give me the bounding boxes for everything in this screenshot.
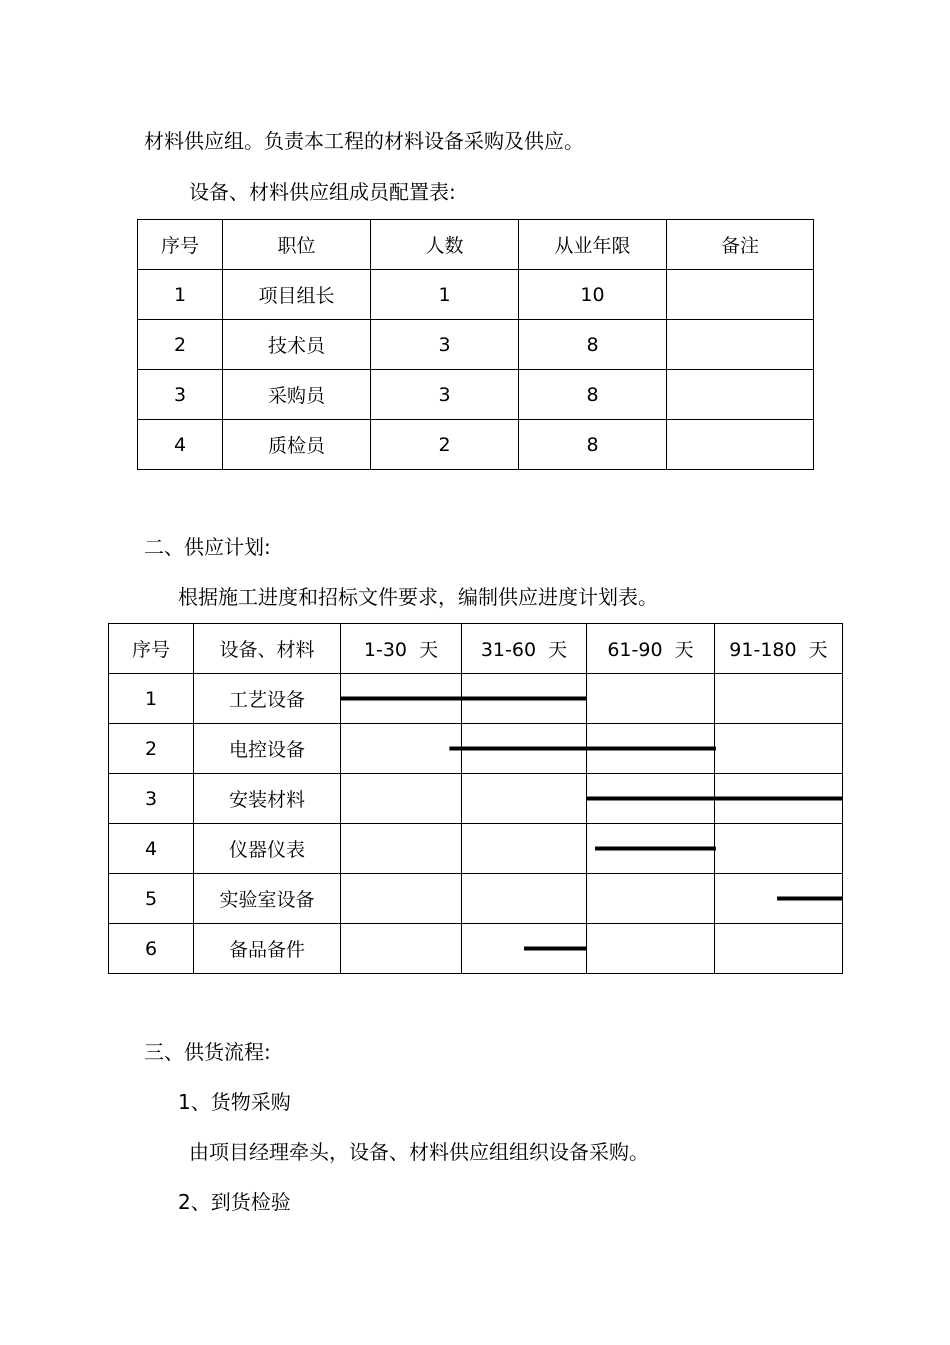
table-row [138,270,814,320]
table-cell: 安装材料 [194,774,341,824]
table1-caption: 设备、材料供应组成员配置表: [189,180,456,204]
table-cell: 项目组长 [223,270,371,320]
table-cell: 4 [138,420,223,470]
staff-table [137,219,814,470]
table-cell [667,320,814,370]
header-cell: 61-90 天 [587,624,715,674]
section2-text: 根据施工进度和招标文件要求，编制供应进度计划表。 [178,585,658,609]
table-cell: 8 [519,420,667,470]
table-cell: 1 [109,674,194,724]
table-cell: 质检员 [223,420,371,470]
table-row [109,874,843,924]
table-cell: 仪器仪表 [194,824,341,874]
table-cell: 6 [109,924,194,974]
table-cell: 2 [138,320,223,370]
table-cell: 实验室设备 [194,874,341,924]
table-cell: 5 [109,874,194,924]
section3-item1: 1、货物采购 [178,1090,291,1114]
table-header-row [109,624,843,674]
table-cell [667,270,814,320]
header-cell: 91-180 天 [715,624,843,674]
section3-heading: 三、供货流程: [144,1040,271,1064]
table-row [109,924,843,974]
table-row [138,370,814,420]
header-cell: 职位 [223,220,371,270]
table-cell: 1 [138,270,223,320]
table-cell: 电控设备 [194,724,341,774]
table-cell: 3 [109,774,194,824]
table-row [109,774,843,824]
table-cell: 采购员 [223,370,371,420]
section2-heading: 二、供应计划: [144,535,271,559]
header-cell: 31-60 天 [462,624,587,674]
header-cell: 人数 [371,220,519,270]
table-cell: 8 [519,320,667,370]
table-cell: 工艺设备 [194,674,341,724]
table-cell: 2 [371,420,519,470]
table-row [109,674,843,724]
table-cell: 4 [109,824,194,874]
header-cell: 1-30 天 [341,624,462,674]
table-cell [667,420,814,470]
header-cell: 序号 [138,220,223,270]
table-header-row [138,220,814,270]
table-cell: 3 [371,370,519,420]
table-row [109,824,843,874]
header-cell: 序号 [109,624,194,674]
header-cell: 设备、材料 [194,624,341,674]
table-cell: 3 [371,320,519,370]
table-cell: 10 [519,270,667,320]
table-cell [667,370,814,420]
section3-item1-text: 由项目经理牵头，设备、材料供应组组织设备采购。 [189,1140,649,1164]
section3-item2: 2、到货检验 [178,1190,291,1214]
table-row [138,420,814,470]
intro-text: 材料供应组。负责本工程的材料设备采购及供应。 [144,129,584,153]
supply-schedule-table [108,623,843,974]
table-cell: 8 [519,370,667,420]
table-cell: 1 [371,270,519,320]
table-cell: 3 [138,370,223,420]
table-cell: 2 [109,724,194,774]
table-row [138,320,814,370]
header-cell: 从业年限 [519,220,667,270]
table-row [109,724,843,774]
header-cell: 备注 [667,220,814,270]
table-cell: 技术员 [223,320,371,370]
table-cell: 备品备件 [194,924,341,974]
